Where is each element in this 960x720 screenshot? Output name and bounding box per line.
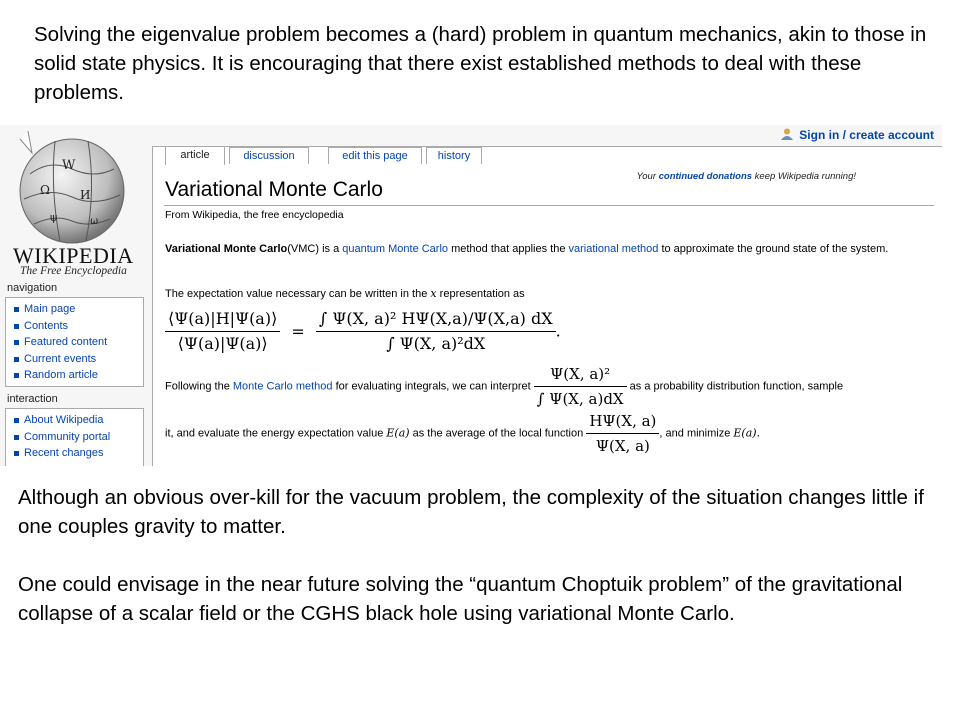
- interaction-heading: interaction: [7, 393, 58, 405]
- nav-item-community-portal[interactable]: Community portal: [6, 429, 143, 446]
- svg-text:ω: ω: [90, 216, 99, 227]
- nav-item-current-events[interactable]: Current events: [6, 351, 143, 368]
- slide-bottom-text-2: One could envisage in the near future solving the “quantum Choptuik problem” of the gravitational collapse of a scalar field or the CGHS black hole using variational Monte Carlo.: [18, 573, 903, 625]
- svg-text:Ω: Ω: [40, 183, 50, 197]
- nav-heading: navigation: [7, 282, 58, 294]
- tab-article[interactable]: article: [165, 146, 225, 165]
- nav-item-random-article[interactable]: Random article: [6, 367, 143, 384]
- nav-portal: [5, 297, 144, 387]
- slide-top-text: Solving the eigenvalue problem becomes a (hard) problem in quantum mechanics, akin to those in solid state physics. It is encouraging that there exist established methods to deal with these problems.: [34, 23, 927, 104]
- paragraph-local-energy: it, and evaluate the energy expectation value E(a) as the average of the local function $\frac{H\Psi(X, a)}{\Psi(X, a)}$ , and minimize E(a).: [165, 412, 761, 455]
- interaction-portal: [5, 408, 144, 466]
- tab-edit-this-page[interactable]: edit this page: [328, 147, 422, 164]
- paragraph-intro: Variational Monte Carlo(VMC) is a quantum Monte Carlo method that applies the variational method to approximate the ground state of the system.: [165, 243, 889, 255]
- nav-item-main-page[interactable]: Main page: [6, 301, 143, 318]
- wikipedia-wordmark: WIKIPEDIA: [13, 243, 134, 268]
- nav-item-contents[interactable]: Contents: [6, 318, 143, 335]
- signin-label: Sign in / create account: [799, 128, 934, 142]
- article-subtitle: From Wikipedia, the free encyclopedia: [165, 209, 344, 221]
- title-divider: [164, 205, 934, 206]
- nav-item-recent-changes[interactable]: Recent changes: [6, 445, 143, 462]
- svg-text:И: И: [80, 188, 91, 202]
- quantum-monte-carlo-link[interactable]: quantum Monte Carlo: [342, 243, 449, 255]
- paragraph-expectation: The expectation value necessary can be written in the x representation as: [165, 287, 525, 300]
- user-icon: [781, 128, 793, 140]
- paragraph-monte-carlo: Following the Monte Carlo method for evaluating integrals, we can interpret $\frac{\text{Ψ(X, a)²}}{\int \Psi(X, a)dX}$ as a probability distribution function, sample: [165, 365, 844, 408]
- slide-bottom-text-1: Although an obvious over-kill for the vacuum problem, the complexity of the situation changes little if one couples gravity to matter.: [18, 486, 924, 538]
- article-title: Variational Monte Carlo: [165, 178, 383, 201]
- wikipedia-screenshot: [0, 125, 942, 466]
- donations-link[interactable]: continued donations: [658, 171, 753, 182]
- svg-text:W: W: [62, 158, 76, 173]
- svg-text:ψ: ψ: [50, 211, 58, 224]
- tab-history[interactable]: history: [426, 147, 482, 164]
- nav-item-featured-content[interactable]: Featured content: [6, 334, 143, 351]
- wikipedia-tagline: The Free Encyclopedia: [20, 265, 127, 277]
- nav-item-about-wikipedia[interactable]: About Wikipedia: [6, 412, 143, 429]
- signin-link[interactable]: [781, 128, 934, 142]
- donation-notice: Your continued donations keep Wikipedia running!: [636, 171, 856, 182]
- tab-discussion[interactable]: discussion: [229, 147, 309, 164]
- wiki-sidebar: [0, 125, 152, 466]
- monte-carlo-method-link[interactable]: Monte Carlo method: [232, 380, 333, 393]
- variational-method-link[interactable]: variational method: [568, 243, 659, 255]
- energy-equation: $\frac{⟨\Psi(a)|H|\Psi(a)⟩}{⟨\Psi(a)|\Psi(a)⟩}$ = $\frac{\text{∫ Ψ(X, a)² HΨ(X,a)/Ψ(X,a) dX}}{\text{∫ Ψ(X, a)²dX}}$ .: [165, 308, 935, 355]
- wikipedia-globe-icon: [10, 129, 132, 247]
